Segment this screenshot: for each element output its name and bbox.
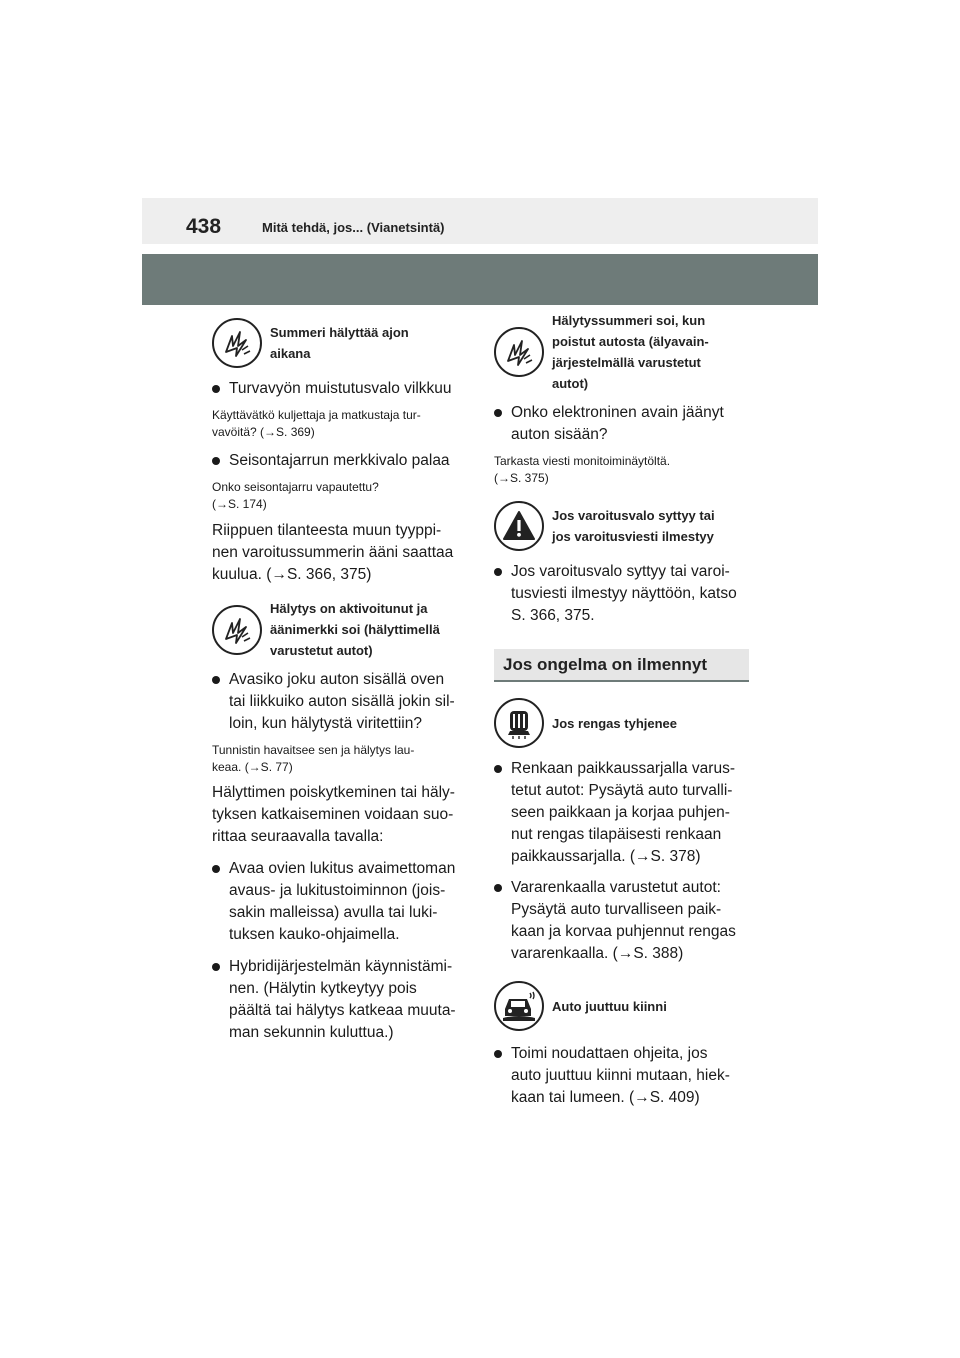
exit-alarm-header xyxy=(494,310,749,394)
buzzer-while-driving-header xyxy=(212,318,467,368)
vehicle-stuck-header xyxy=(494,981,749,1031)
flat-tire-header xyxy=(494,698,749,748)
bullet-dot xyxy=(494,568,502,576)
warning-light-label: Jos varoitusvalo syttyy tai jos varoitusviesti ilmestyy xyxy=(552,508,715,544)
buzzer-while-driving-label: Summeri hälyttää ajon aikana xyxy=(270,325,409,361)
header-bar xyxy=(142,198,818,244)
bullet-dot xyxy=(494,884,502,892)
paragraph-alarm-off: Hälyttimen poiskytkeminen tai häly- tyksen katkaiseminen voidaan suo- rittaa seuraavalla tavalla: xyxy=(212,784,455,845)
bullet-repair-kit: Renkaan paikkaussarjalla varus- tetut autot: Pysäytä auto turvalli- seen paikkaan ja korjaa puhjen- nut rengas tilapäisesti renkaan paikkaussarjalla. (→S. 378) xyxy=(494,758,749,868)
right-column xyxy=(494,310,749,1109)
bullet-dot xyxy=(212,865,220,873)
stuck-vehicle-icon xyxy=(494,981,544,1031)
bullet-dot xyxy=(212,676,220,684)
note-check-display: Tarkasta viesti monitoiminäytöltä. (→S. 375) xyxy=(494,454,671,485)
bullet-dot xyxy=(494,409,502,417)
bullet-unlock-doors: Avaa ovien lukitus avaimettoman avaus- ja lukitustoiminnon (jois- sakin malleissa) avulla tai luki- tuksen kauko-ohjaimella. xyxy=(212,858,467,946)
bullet-seatbelt: Turvavyön muistutusvalo vilkkuu xyxy=(212,378,467,400)
page-number: 438 xyxy=(186,215,222,238)
note-sensor: Tunnistin havaitsee sen ja hälytys lau- keaa. (→S. 77) xyxy=(212,743,415,774)
bullet-parking-brake: Seisontajarrun merkkivalo palaa xyxy=(212,450,467,472)
alarm-activated-header xyxy=(212,598,467,661)
exit-alarm-buzzer-icon xyxy=(494,327,544,377)
note-parking-brake: Onko seisontajarru vapautettu? (→S. 174) xyxy=(212,480,379,511)
bullet-dot xyxy=(212,385,220,393)
bullet-stuck-instructions: Toimi noudattaen ohjeita, jos auto juuttuu kiinni mutaan, hiek- kaan tai lumeen. (→S. 409) xyxy=(494,1043,749,1109)
section-band xyxy=(142,254,818,305)
warning-light-icon xyxy=(494,501,544,551)
bullet-start-hybrid: Hybridijärjestelmän käynnistämi- nen. (Hälytin kytkeytyy pois päältä tai hälytys katkeaa muuta- man sekunnin kuluttua.) xyxy=(212,956,467,1044)
warning-light-header xyxy=(494,501,749,551)
left-column xyxy=(212,318,467,1044)
bullet-dot xyxy=(494,765,502,773)
flat-tire-icon xyxy=(494,698,544,748)
bullet-warning-light: Jos varoitusvalo syttyy tai varoi- tusviesti ilmestyy näyttöön, katso S. 366, 375. xyxy=(494,561,749,627)
bullet-dot xyxy=(494,1050,502,1058)
section-heading: Jos ongelma on ilmennyt xyxy=(494,649,749,682)
vehicle-stuck-label: Auto juuttuu kiinni xyxy=(552,998,667,1014)
alarm-activated-label: Hälytys on aktivoitunut ja äänimerkki soi (hälyttimellä varustetut autot) xyxy=(270,601,440,658)
bullet-dot xyxy=(212,457,220,465)
bullet-door-opened: Avasiko joku auton sisällä oven tai liikkuiko auton sisällä jokin sil- loin, kun hälytystä viritettiin? xyxy=(212,669,467,735)
page-title: Mitä tehdä, jos... (Vianetsintä) xyxy=(262,220,445,235)
bullet-dot xyxy=(212,963,220,971)
note-seatbelt: Käyttävätkö kuljettaja ja matkustaja tur- vavöitä? (→S. 369) xyxy=(212,408,421,439)
bullet-spare-tire: Vararenkaalla varustetut autot: Pysäytä auto turvalliseen paik- kaan ja korvaa puhjennut rengas vararenkaalla. (→S. 388) xyxy=(494,877,749,965)
paragraph-other-buzzer: Riippuen tilanteesta muun tyyppi- nen varoitussummerin ääni saattaa kuulua. (→S. 366, 375) xyxy=(212,522,454,583)
buzzer-icon xyxy=(212,318,262,368)
exit-alarm-label: Hälytyssummeri soi, kun poistut autosta (älyavain- järjestelmällä varustetut autot) xyxy=(552,313,709,391)
alarm-buzzer-icon xyxy=(212,605,262,655)
flat-tire-label: Jos rengas tyhjenee xyxy=(552,715,677,731)
bullet-key-inside: Onko elektroninen avain jäänyt auton sisään? xyxy=(494,402,749,446)
